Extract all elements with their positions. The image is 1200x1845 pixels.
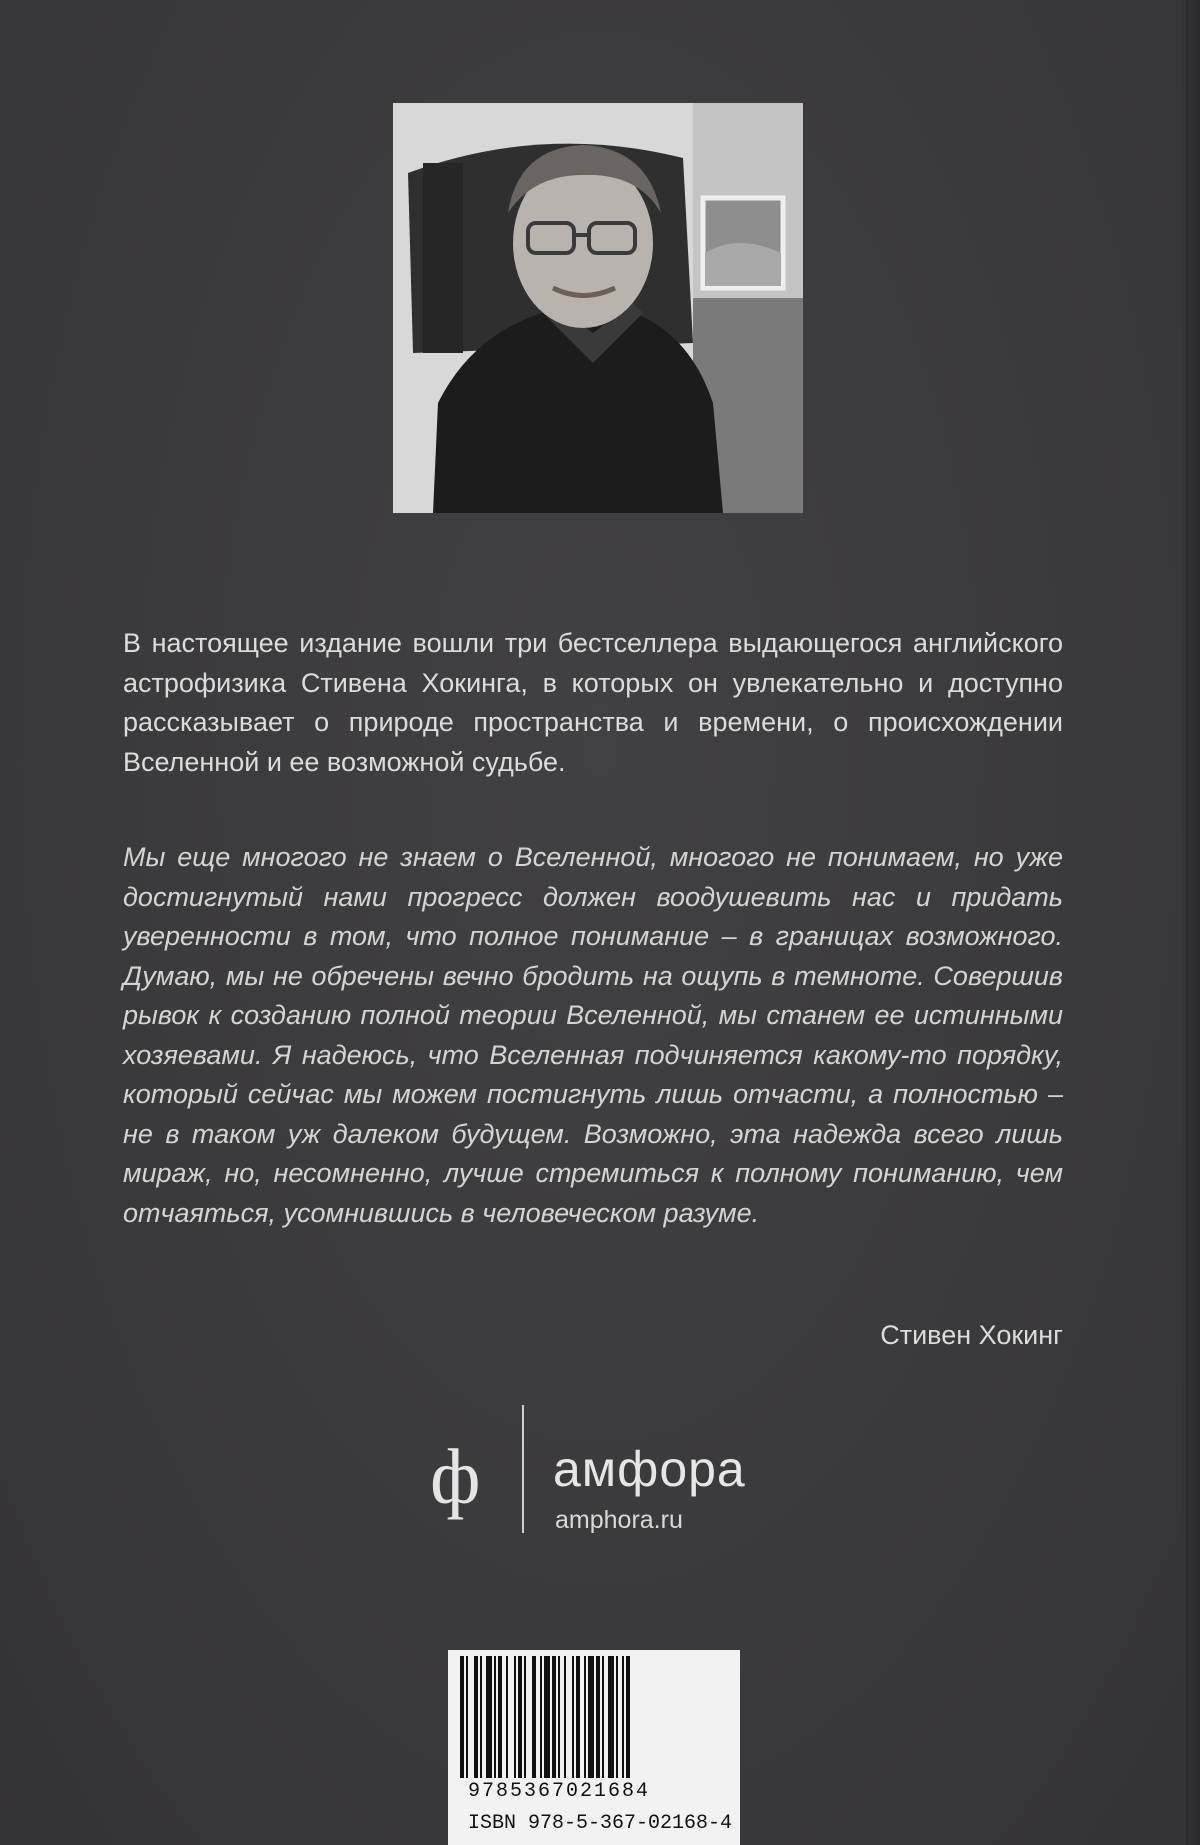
barcode-digits: 9785367021684 — [468, 1780, 651, 1803]
portrait-image — [393, 103, 803, 513]
publisher-name: амфора — [553, 1441, 746, 1497]
cover-edge — [1182, 0, 1200, 1845]
book-description: В настоящее издание вошли три бестселлера выдающегося английского астрофизика Стивена Хокинга, в которых он увлекательно и доступно рассказывает о природе пространства и времени, о происхождении Вселенной и ее возможной судьбе. — [123, 628, 1063, 777]
publisher-logo-icon: ф — [430, 1433, 481, 1520]
author-portrait — [393, 103, 803, 513]
logo-divider — [522, 1405, 524, 1533]
isbn-number: ISBN 978-5-367-02168-4 — [468, 1812, 733, 1835]
isbn-barcode — [448, 1650, 740, 1845]
quote-attribution: Стивен Хокинг — [880, 1320, 1063, 1350]
author-quote: Мы еще многого не знаем о Вселенной, многого не понимаем, но уже достигнутый нами прогресс должен воодушевить нас и придать уверенности в том, что полное понимание – в границах возможного. Думаю, мы не обречены вечно бродить на ощупь в темноте. Совершив рывок к созданию полной теории Вселенной, мы станем ее истинными хозяевами. Я надеюсь, что Вселенная подчиняется какому-то порядку, который сейчас мы можем постигнуть лишь отчасти, а полностью – не в таком уж далеком будущем. Возможно, эта надежда всего лишь мираж, но, несомненно, лучше стремиться к полному пониманию, чем отчаяться, усомнившись в человеческом разуме. — [123, 842, 1063, 1228]
publisher-website: amphora.ru — [555, 1506, 683, 1534]
barcode-icon — [458, 1656, 730, 1778]
